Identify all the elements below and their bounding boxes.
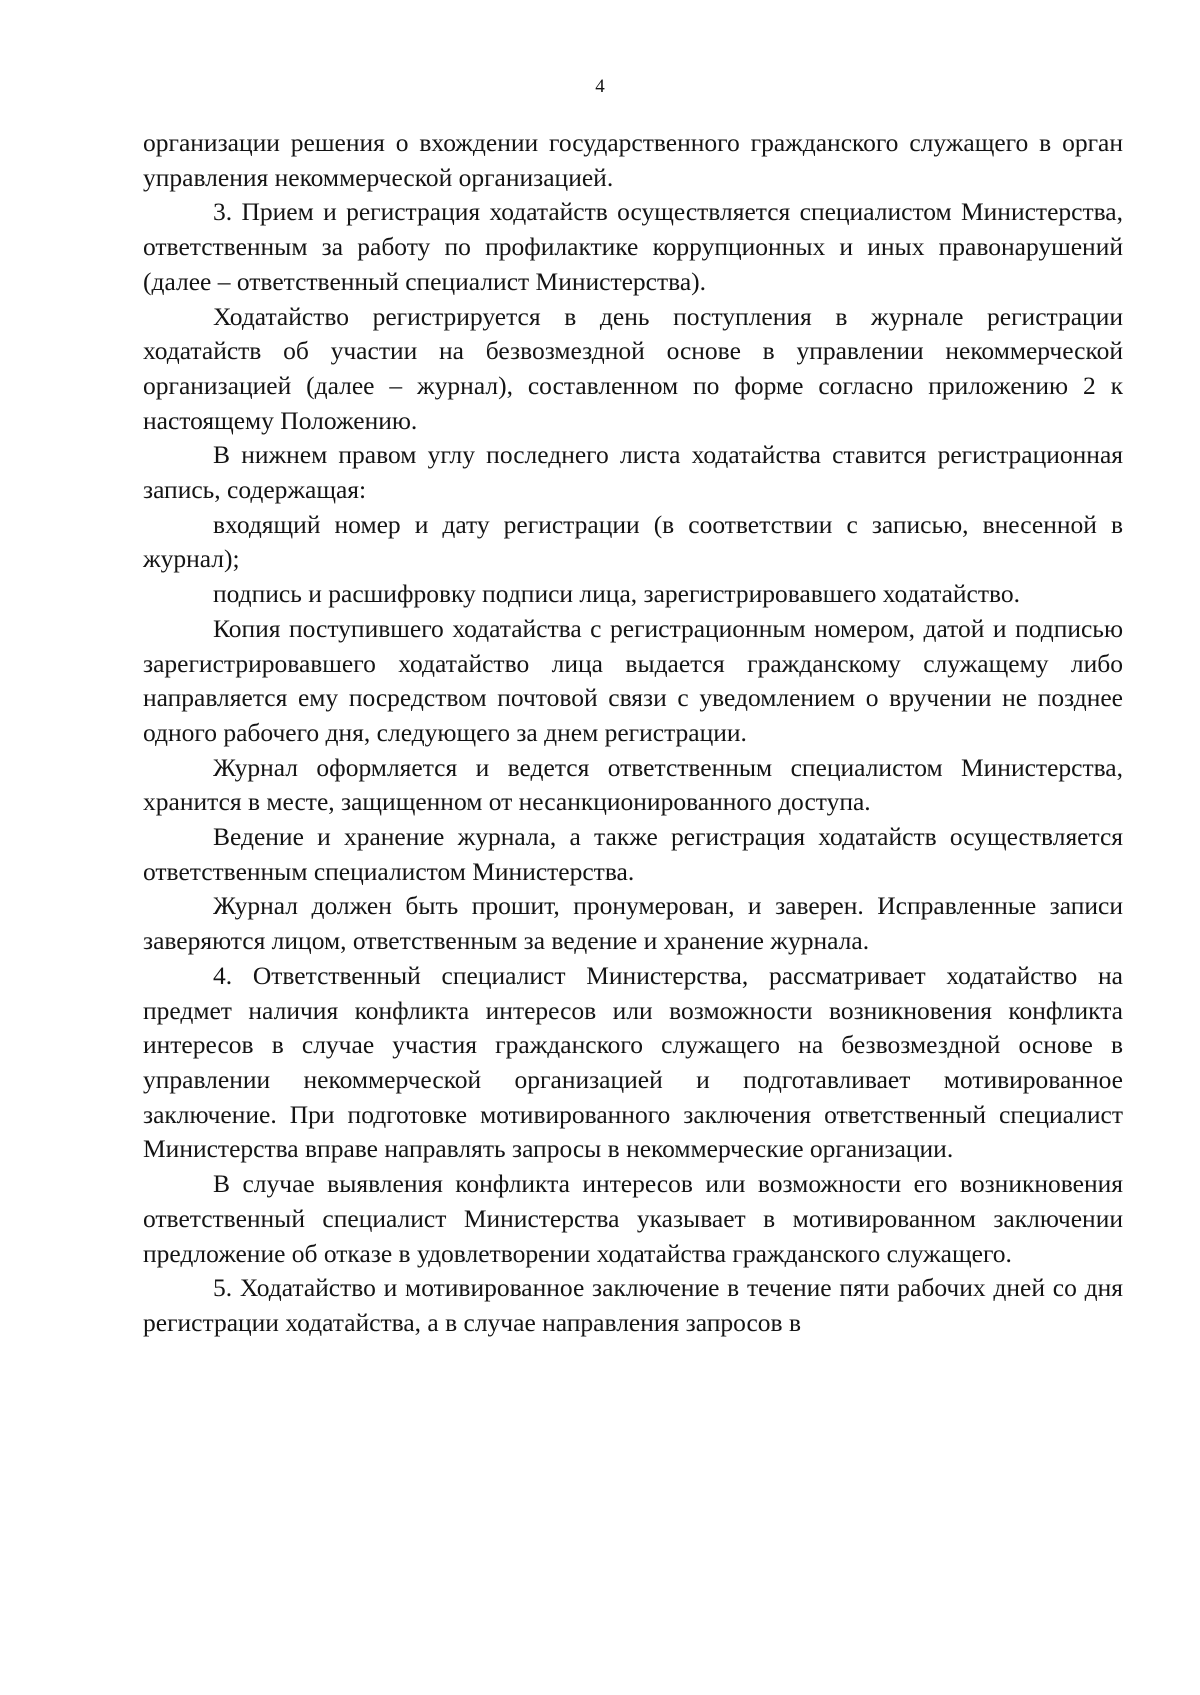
paragraph-signature: подпись и расшифровку подписи лица, зарегистрировавшего ходатайство. (213, 579, 1021, 609)
paragraph-item-4: 4. Ответственный специалист Министерства, рассматривает ходатайство на предмет наличия конфликта интересов или возможности возникновения конфликта интересов в случае участия гражданского служащего на безвозмездной основе в управлении некоммерческой организацией и подготавливает мотивированное заключение. При подготовке мотивированного заключения ответственный специалист Министерства вправе направлять запросы в некоммерческие организации. (143, 960, 1123, 1164)
paragraph-registration: Ходатайство регистрируется в день поступления в журнале регистрации ходатайств об участии на безвозмездной основе в управлении некоммерческой организацией (далее – журнал), составленном по форме согласно приложению 2 к настоящему Положению. (143, 301, 1123, 435)
paragraph-conflict: В случае выявления конфликта интересов или возможности его возникновения ответственный специалист Министерства указывает в мотивированном заключении предложение об отказе в удовлетворении ходатайства гражданского служащего. (143, 1169, 1123, 1268)
page-number: 4 (595, 76, 605, 97)
paragraph-continuation: организации решения о вхождении государственного гражданского служащего в орган управления некоммерческой организацией. (143, 128, 1123, 192)
paragraph-item-5: 5. Ходатайство и мотивированное заключение в течение пяти рабочих дней со дня регистрации ходатайства, а в случае направления запросов в (143, 1273, 1123, 1337)
paragraph-registration-record: В нижнем правом углу последнего листа ходатайства ставится регистрационная запись, содержащая: (143, 440, 1123, 505)
paragraph-item-3: 3. Прием и регистрация ходатайств осуществляется специалистом Министерства, ответственным за работу по профилактике коррупционных и иных правонарушений (далее – ответственный специалист Министерства). (143, 197, 1123, 296)
paragraph-journal-kept: Журнал оформляется и ведется ответственным специалистом Министерства, хранится в месте, защищенном от несанкционированного доступа. (143, 752, 1123, 817)
document-body (143, 126, 1123, 1341)
paragraph-copy: Копия поступившего ходатайства с регистрационным номером, датой и подписью зарегистрировавшего ходатайство лица выдается гражданскому служащему либо направляется ему посредством почтовой связи с уведомлением о вручении не позднее одного рабочего дня, следующего за днем регистрации. (143, 613, 1123, 747)
paragraph-journal-bound: Журнал должен быть прошит, пронумерован, и заверен. Исправленные записи заверяются лицом, ответственным за ведение и хранение журнала. (143, 891, 1123, 956)
paragraph-incoming-number: входящий номер и дату регистрации (в соответствии с записью, внесенной в журнал); (143, 509, 1123, 574)
paragraph-journal-storage: Ведение и хранение журнала, а также регистрация ходатайств осуществляется ответственным специалистом Министерства. (143, 822, 1123, 886)
